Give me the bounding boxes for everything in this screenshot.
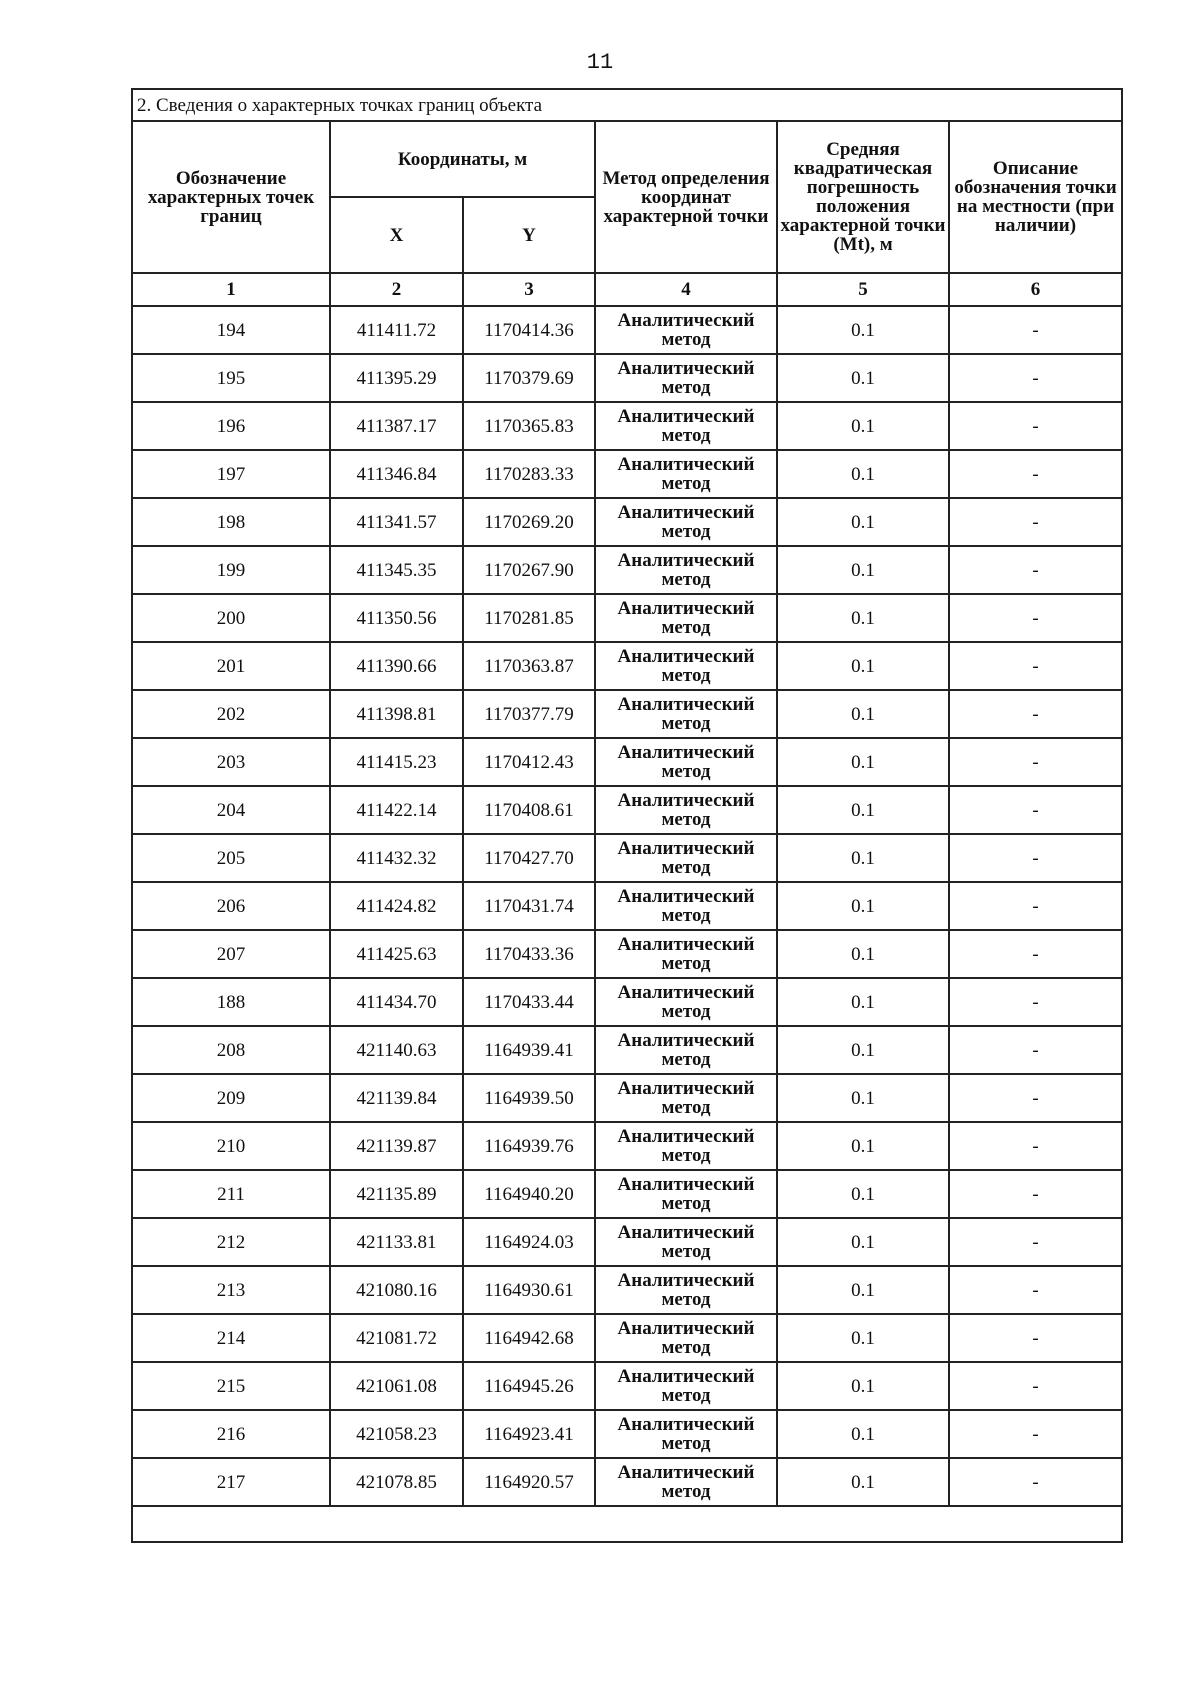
method-line2: метод <box>661 329 711 350</box>
error-cell: 0.1 <box>777 1170 949 1218</box>
method-line2: метод <box>661 905 711 926</box>
description-cell: - <box>949 882 1122 930</box>
point-id-cell: 205 <box>132 834 330 882</box>
x-coordinate-cell: 411346.84 <box>330 450 463 498</box>
y-coordinate-cell: 1164939.41 <box>463 1026 595 1074</box>
error-cell: 0.1 <box>777 1362 949 1410</box>
table-row <box>132 594 1122 642</box>
method-line1: Аналитический <box>617 1270 755 1291</box>
x-coordinate-cell: 411395.29 <box>330 354 463 402</box>
method-cell <box>595 450 777 498</box>
method-line1: Аналитический <box>617 982 755 1003</box>
method-line2: метод <box>661 1289 711 1310</box>
table-row <box>132 1170 1122 1218</box>
method-cell <box>595 1410 777 1458</box>
method-line1: Аналитический <box>617 406 755 427</box>
method-cell <box>595 1026 777 1074</box>
table-row <box>132 450 1122 498</box>
x-coordinate-cell: 421139.87 <box>330 1122 463 1170</box>
point-id-cell: 207 <box>132 930 330 978</box>
description-cell: - <box>949 1026 1122 1074</box>
y-coordinate-cell: 1164939.76 <box>463 1122 595 1170</box>
point-id-cell: 202 <box>132 690 330 738</box>
y-coordinate-cell: 1170267.90 <box>463 546 595 594</box>
error-cell: 0.1 <box>777 882 949 930</box>
table-row <box>132 546 1122 594</box>
x-coordinate-cell: 411345.35 <box>330 546 463 594</box>
point-id-cell: 203 <box>132 738 330 786</box>
method-line1: Аналитический <box>617 1222 755 1243</box>
x-coordinate-cell: 421061.08 <box>330 1362 463 1410</box>
section-title-row <box>132 89 1122 121</box>
x-coordinate-cell: 421081.72 <box>330 1314 463 1362</box>
description-cell: - <box>949 1410 1122 1458</box>
method-line2: метод <box>661 425 711 446</box>
table-row <box>132 1266 1122 1314</box>
method-line1: Аналитический <box>617 598 755 619</box>
method-cell <box>595 1314 777 1362</box>
method-line2: метод <box>661 1433 711 1454</box>
method-cell <box>595 882 777 930</box>
y-coordinate-cell: 1164942.68 <box>463 1314 595 1362</box>
method-cell <box>595 930 777 978</box>
description-cell: - <box>949 1218 1122 1266</box>
error-cell: 0.1 <box>777 786 949 834</box>
error-cell: 0.1 <box>777 1122 949 1170</box>
method-cell <box>595 642 777 690</box>
table-row <box>132 642 1122 690</box>
point-id-cell: 204 <box>132 786 330 834</box>
point-id-cell: 214 <box>132 1314 330 1362</box>
method-cell <box>595 402 777 450</box>
x-coordinate-cell: 411425.63 <box>330 930 463 978</box>
y-coordinate-cell: 1164939.50 <box>463 1074 595 1122</box>
method-cell <box>595 978 777 1026</box>
method-line1: Аналитический <box>617 790 755 811</box>
error-cell: 0.1 <box>777 642 949 690</box>
x-coordinate-cell: 411411.72 <box>330 306 463 354</box>
error-cell: 0.1 <box>777 498 949 546</box>
error-cell: 0.1 <box>777 354 949 402</box>
method-cell <box>595 1458 777 1506</box>
method-line2: метод <box>661 377 711 398</box>
description-cell: - <box>949 450 1122 498</box>
page-number: 11 <box>586 50 614 75</box>
method-cell <box>595 1266 777 1314</box>
method-cell <box>595 690 777 738</box>
error-cell: 0.1 <box>777 1218 949 1266</box>
table-row <box>132 1074 1122 1122</box>
y-coordinate-cell: 1170377.79 <box>463 690 595 738</box>
header-y: Y <box>463 197 595 273</box>
table-row <box>132 354 1122 402</box>
x-coordinate-cell: 411398.81 <box>330 690 463 738</box>
description-cell: - <box>949 738 1122 786</box>
table-row <box>132 978 1122 1026</box>
x-coordinate-cell: 411390.66 <box>330 642 463 690</box>
x-coordinate-cell: 411415.23 <box>330 738 463 786</box>
method-line2: метод <box>661 809 711 830</box>
method-cell <box>595 1218 777 1266</box>
x-coordinate-cell: 421078.85 <box>330 1458 463 1506</box>
method-line1: Аналитический <box>617 1126 755 1147</box>
column-number: 5 <box>777 273 949 306</box>
x-coordinate-cell: 421058.23 <box>330 1410 463 1458</box>
method-line1: Аналитический <box>617 1030 755 1051</box>
point-id-cell: 215 <box>132 1362 330 1410</box>
y-coordinate-cell: 1170433.36 <box>463 930 595 978</box>
y-coordinate-cell: 1164930.61 <box>463 1266 595 1314</box>
point-id-cell: 208 <box>132 1026 330 1074</box>
method-line1: Аналитический <box>617 886 755 907</box>
point-id-cell: 201 <box>132 642 330 690</box>
table-row <box>132 690 1122 738</box>
description-cell: - <box>949 306 1122 354</box>
method-line1: Аналитический <box>617 742 755 763</box>
method-line1: Аналитический <box>617 1318 755 1339</box>
description-cell: - <box>949 1170 1122 1218</box>
method-cell <box>595 594 777 642</box>
table-row <box>132 402 1122 450</box>
method-line1: Аналитический <box>617 1078 755 1099</box>
method-line2: метод <box>661 953 711 974</box>
column-number-row <box>132 273 1122 306</box>
header-coordinates: Координаты, м <box>330 121 595 197</box>
method-line2: метод <box>661 1241 711 1262</box>
y-coordinate-cell: 1170269.20 <box>463 498 595 546</box>
method-cell <box>595 1362 777 1410</box>
point-id-cell: 211 <box>132 1170 330 1218</box>
column-number: 1 <box>132 273 330 306</box>
y-coordinate-cell: 1164945.26 <box>463 1362 595 1410</box>
description-cell: - <box>949 1122 1122 1170</box>
method-line1: Аналитический <box>617 646 755 667</box>
description-cell: - <box>949 690 1122 738</box>
error-cell: 0.1 <box>777 306 949 354</box>
error-cell: 0.1 <box>777 546 949 594</box>
header-point-designation: Обозначение характерных точек границ <box>132 121 330 273</box>
method-cell <box>595 306 777 354</box>
method-line2: метод <box>661 617 711 638</box>
y-coordinate-cell: 1164924.03 <box>463 1218 595 1266</box>
point-id-cell: 213 <box>132 1266 330 1314</box>
method-line1: Аналитический <box>617 1366 755 1387</box>
description-cell: - <box>949 786 1122 834</box>
method-line1: Аналитический <box>617 454 755 475</box>
table-row <box>132 786 1122 834</box>
x-coordinate-cell: 421140.63 <box>330 1026 463 1074</box>
table-row <box>132 1410 1122 1458</box>
point-id-cell: 195 <box>132 354 330 402</box>
method-line2: метод <box>661 1145 711 1166</box>
point-id-cell: 210 <box>132 1122 330 1170</box>
method-cell <box>595 738 777 786</box>
method-line2: метод <box>661 521 711 542</box>
column-number: 2 <box>330 273 463 306</box>
table-row <box>132 738 1122 786</box>
method-cell <box>595 1074 777 1122</box>
error-cell: 0.1 <box>777 690 949 738</box>
point-id-cell: 209 <box>132 1074 330 1122</box>
description-cell: - <box>949 978 1122 1026</box>
x-coordinate-cell: 421133.81 <box>330 1218 463 1266</box>
table-row <box>132 1218 1122 1266</box>
y-coordinate-cell: 1170431.74 <box>463 882 595 930</box>
description-cell: - <box>949 402 1122 450</box>
method-line1: Аналитический <box>617 550 755 571</box>
table-row <box>132 306 1122 354</box>
description-cell: - <box>949 546 1122 594</box>
table-row <box>132 1026 1122 1074</box>
table-row <box>132 930 1122 978</box>
y-coordinate-cell: 1170379.69 <box>463 354 595 402</box>
method-line2: метод <box>661 665 711 686</box>
error-cell: 0.1 <box>777 930 949 978</box>
table-row <box>132 1458 1122 1506</box>
method-line2: метод <box>661 1001 711 1022</box>
point-id-cell: 199 <box>132 546 330 594</box>
y-coordinate-cell: 1170281.85 <box>463 594 595 642</box>
y-coordinate-cell: 1170414.36 <box>463 306 595 354</box>
method-line2: метод <box>661 569 711 590</box>
x-coordinate-cell: 421135.89 <box>330 1170 463 1218</box>
error-cell: 0.1 <box>777 594 949 642</box>
description-cell: - <box>949 1314 1122 1362</box>
error-cell: 0.1 <box>777 738 949 786</box>
method-line2: метод <box>661 857 711 878</box>
error-cell: 0.1 <box>777 978 949 1026</box>
method-line1: Аналитический <box>617 1462 755 1483</box>
table-row <box>132 834 1122 882</box>
error-cell: 0.1 <box>777 1314 949 1362</box>
blank-row <box>132 1506 1122 1542</box>
method-line2: метод <box>661 761 711 782</box>
error-cell: 0.1 <box>777 1458 949 1506</box>
boundary-points-table <box>131 88 1123 1543</box>
description-cell: - <box>949 930 1122 978</box>
error-cell: 0.1 <box>777 1074 949 1122</box>
header-x: X <box>330 197 463 273</box>
header-row-main <box>132 121 1122 197</box>
method-line1: Аналитический <box>617 502 755 523</box>
method-cell <box>595 498 777 546</box>
x-coordinate-cell: 421139.84 <box>330 1074 463 1122</box>
method-line2: метод <box>661 1097 711 1118</box>
section-title: 2. Сведения о характерных точках границ объекта <box>132 89 1122 121</box>
method-cell <box>595 1170 777 1218</box>
error-cell: 0.1 <box>777 450 949 498</box>
y-coordinate-cell: 1164923.41 <box>463 1410 595 1458</box>
point-id-cell: 197 <box>132 450 330 498</box>
column-number: 6 <box>949 273 1122 306</box>
description-cell: - <box>949 1074 1122 1122</box>
y-coordinate-cell: 1164920.57 <box>463 1458 595 1506</box>
header-description: Описание обозначения точки на местности (при наличии) <box>949 121 1122 273</box>
method-cell <box>595 1122 777 1170</box>
method-cell <box>595 834 777 882</box>
method-line1: Аналитический <box>617 694 755 715</box>
method-line2: метод <box>661 1385 711 1406</box>
method-line1: Аналитический <box>617 310 755 331</box>
point-id-cell: 206 <box>132 882 330 930</box>
table-row <box>132 498 1122 546</box>
description-cell: - <box>949 1362 1122 1410</box>
point-id-cell: 198 <box>132 498 330 546</box>
point-id-cell: 194 <box>132 306 330 354</box>
method-line1: Аналитический <box>617 358 755 379</box>
y-coordinate-cell: 1170427.70 <box>463 834 595 882</box>
x-coordinate-cell: 411422.14 <box>330 786 463 834</box>
description-cell: - <box>949 834 1122 882</box>
method-line2: метод <box>661 1049 711 1070</box>
y-coordinate-cell: 1170365.83 <box>463 402 595 450</box>
point-id-cell: 217 <box>132 1458 330 1506</box>
error-cell: 0.1 <box>777 1026 949 1074</box>
x-coordinate-cell: 411434.70 <box>330 978 463 1026</box>
description-cell: - <box>949 1458 1122 1506</box>
method-cell <box>595 786 777 834</box>
method-line2: метод <box>661 1481 711 1502</box>
x-coordinate-cell: 411432.32 <box>330 834 463 882</box>
y-coordinate-cell: 1170408.61 <box>463 786 595 834</box>
description-cell: - <box>949 1266 1122 1314</box>
header-method: Метод определения координат характерной точки <box>595 121 777 273</box>
point-id-cell: 200 <box>132 594 330 642</box>
point-id-cell: 188 <box>132 978 330 1026</box>
x-coordinate-cell: 411341.57 <box>330 498 463 546</box>
method-line1: Аналитический <box>617 934 755 955</box>
table-row <box>132 1362 1122 1410</box>
method-line2: метод <box>661 713 711 734</box>
y-coordinate-cell: 1170283.33 <box>463 450 595 498</box>
header-error: Средняя квадратическая погрешность положения характерной точки (Mt), м <box>777 121 949 273</box>
y-coordinate-cell: 1170412.43 <box>463 738 595 786</box>
x-coordinate-cell: 421080.16 <box>330 1266 463 1314</box>
table-row <box>132 1314 1122 1362</box>
table-row <box>132 1122 1122 1170</box>
error-cell: 0.1 <box>777 1266 949 1314</box>
table-row <box>132 882 1122 930</box>
method-line2: метод <box>661 1337 711 1358</box>
point-id-cell: 196 <box>132 402 330 450</box>
column-number: 3 <box>463 273 595 306</box>
column-number: 4 <box>595 273 777 306</box>
error-cell: 0.1 <box>777 834 949 882</box>
description-cell: - <box>949 642 1122 690</box>
point-id-cell: 216 <box>132 1410 330 1458</box>
x-coordinate-cell: 411387.17 <box>330 402 463 450</box>
method-line1: Аналитический <box>617 1414 755 1435</box>
method-cell <box>595 546 777 594</box>
method-line1: Аналитический <box>617 1174 755 1195</box>
y-coordinate-cell: 1170433.44 <box>463 978 595 1026</box>
description-cell: - <box>949 498 1122 546</box>
method-line2: метод <box>661 1193 711 1214</box>
error-cell: 0.1 <box>777 1410 949 1458</box>
error-cell: 0.1 <box>777 402 949 450</box>
blank-cell <box>132 1506 1122 1542</box>
method-cell <box>595 354 777 402</box>
x-coordinate-cell: 411424.82 <box>330 882 463 930</box>
description-cell: - <box>949 354 1122 402</box>
x-coordinate-cell: 411350.56 <box>330 594 463 642</box>
description-cell: - <box>949 594 1122 642</box>
point-id-cell: 212 <box>132 1218 330 1266</box>
method-line1: Аналитический <box>617 838 755 859</box>
method-line2: метод <box>661 473 711 494</box>
y-coordinate-cell: 1170363.87 <box>463 642 595 690</box>
y-coordinate-cell: 1164940.20 <box>463 1170 595 1218</box>
